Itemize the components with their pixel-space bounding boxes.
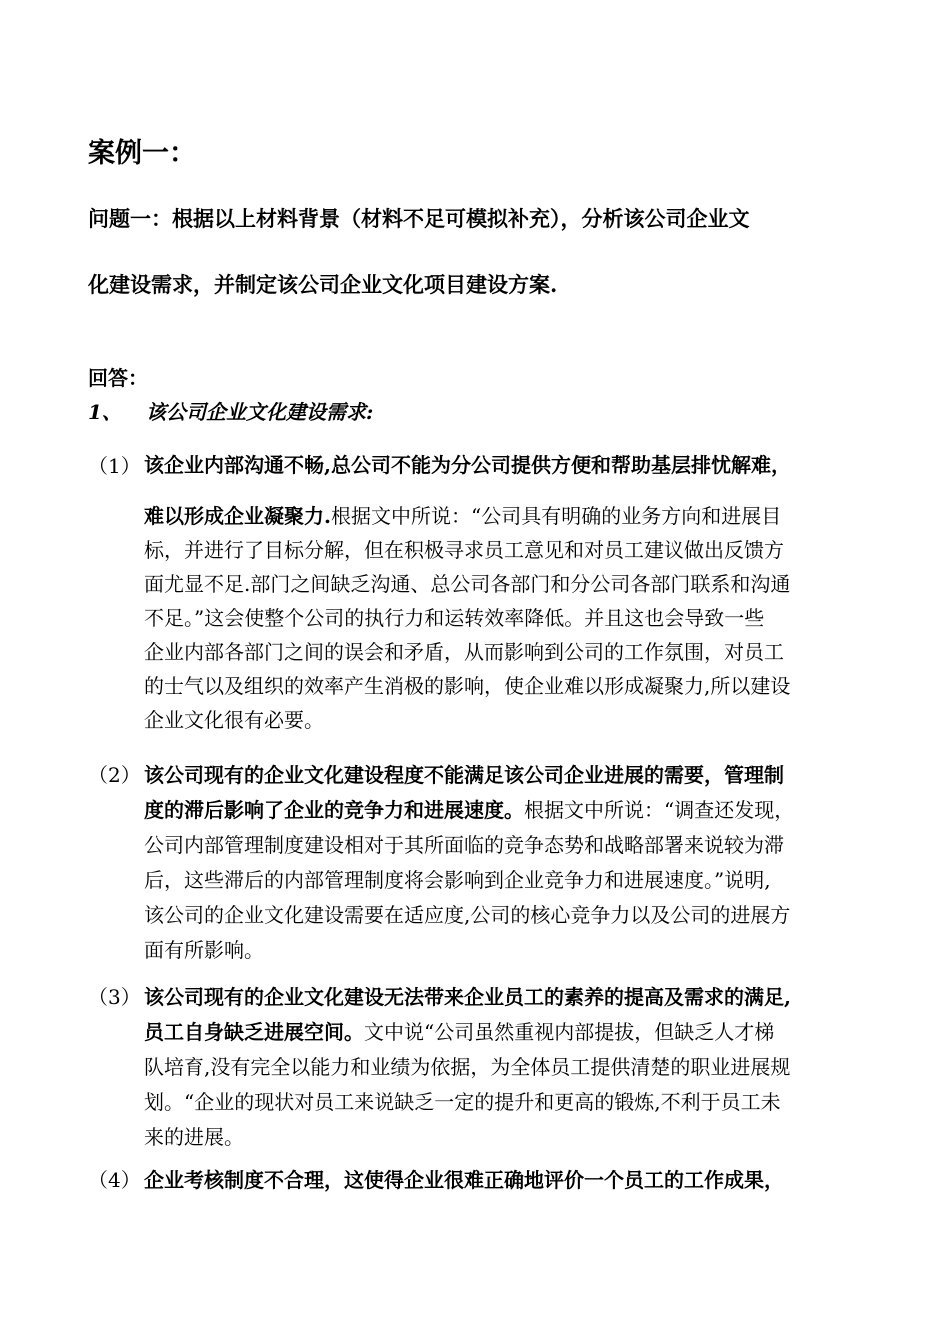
item-content [144, 450, 878, 737]
item-content [144, 980, 878, 1155]
item-line [144, 601, 878, 635]
answer-label: 回答： [88, 366, 148, 390]
item-text-bold: 该公司现有的企业文化建设程度不能满足该公司企业进展的需要，管理制 [144, 763, 784, 787]
item-line [144, 567, 878, 601]
item-line [144, 898, 878, 933]
item-text-bold: 员工自身缺乏进展空间。 [144, 1020, 364, 1044]
item-text: 后，这些滞后的内部管理制度将会影响到企业竞争力和进展速度。”说明, [144, 868, 771, 892]
item-line [144, 499, 878, 533]
item-line [144, 758, 878, 793]
question-text [88, 186, 878, 318]
section-number: 1、 [88, 400, 122, 424]
list-item-3 [88, 980, 878, 1155]
item-marker: （1） [88, 454, 141, 478]
item-text: 来的进展。 [144, 1125, 244, 1149]
item-text-bold: 度的滞后影响了企业的竞争力和进展速度。 [144, 798, 524, 822]
item-line [144, 793, 878, 828]
list-item-1 [88, 450, 878, 737]
item-text: 公司内部管理制度建设相对于其所面临的竞争态势和战略部署来说较为滞 [144, 833, 784, 857]
list-item-2 [88, 758, 878, 968]
item-line [144, 1085, 878, 1120]
item-line [144, 669, 878, 703]
section-title: 该公司企业文化建设需求: [146, 400, 374, 424]
item-text-bold: 该企业内部沟通不畅,总公司不能为分公司提供方便和帮助基层排忧解难， [144, 453, 791, 477]
item-marker: （3） [88, 985, 141, 1009]
item-marker: （4） [88, 1168, 141, 1192]
question-line-1: 问题一：根据以上材料背景（材料不足可模拟补充），分析该公司企业文 [88, 206, 750, 231]
item-text: 企业内部各部门之间的误会和矛盾，从而影响到公司的工作氛围，对员工 [144, 640, 784, 664]
item-text: 划。“企业的现状对员工来说缺乏一定的提升和更高的锻炼,不利于员工未 [144, 1090, 781, 1114]
item-line [144, 1165, 878, 1195]
item-line [144, 635, 878, 669]
item-line [144, 450, 878, 480]
item-text: 标，并进行了目标分解，但在积极寻求员工意见和对员工建议做出反馈方 [144, 538, 784, 562]
item-text: 不足。”这会使整个公司的执行力和运转效率降低。并且这也会导致一些 [144, 606, 765, 630]
item-line [144, 980, 878, 1015]
item-line [144, 828, 878, 863]
item-text: 根据文中所说：“公司具有明确的业务方向和进展目 [330, 504, 782, 528]
item-text: 面有所影响。 [144, 938, 264, 962]
item-text-bold: 该公司现有的企业文化建设无法带来企业员工的素养的提高及需求的满足, [144, 985, 791, 1009]
item-line [144, 1015, 878, 1050]
item-line [144, 933, 878, 968]
item-text: 企业文化很有必要。 [144, 708, 324, 732]
question-line-2: 化建设需求，并制定该公司企业文化项目建设方案. [88, 272, 558, 297]
item-marker: （2） [88, 763, 141, 787]
section-heading [88, 398, 373, 426]
item-line [144, 1050, 878, 1085]
item-line [144, 863, 878, 898]
item-text: 队培育,没有完全以能力和业绩为依据，为全体员工提供清楚的职业进展规 [144, 1055, 791, 1079]
item-text: 面尤显不足.部门之间缺乏沟通、总公司各部门和分公司各部门联系和沟通 [144, 572, 791, 596]
item-text: 该公司的企业文化建设需要在适应度,公司的核心竞争力以及公司的进展方 [144, 903, 791, 927]
item-text-bold: 企业考核制度不合理，这使得企业很难正确地评价一个员工的工作成果， [144, 1168, 784, 1192]
item-text: 的士气以及组织的效率产生消极的影响，使企业难以形成凝聚力,所以建设 [144, 674, 791, 698]
item-line [144, 703, 878, 737]
list-item-4 [88, 1165, 878, 1195]
item-content [144, 1165, 878, 1195]
item-text: 根据文中所说：“调查还发现， [524, 798, 795, 822]
item-content [144, 758, 878, 968]
item-text-bold: 难以形成企业凝聚力. [144, 504, 331, 528]
item-line [144, 1120, 878, 1155]
item-text: 文中说“公司虽然重视内部提拔，但缺乏人才梯 [364, 1020, 775, 1044]
case-title: 案例一： [88, 138, 196, 169]
item-line [144, 533, 878, 567]
